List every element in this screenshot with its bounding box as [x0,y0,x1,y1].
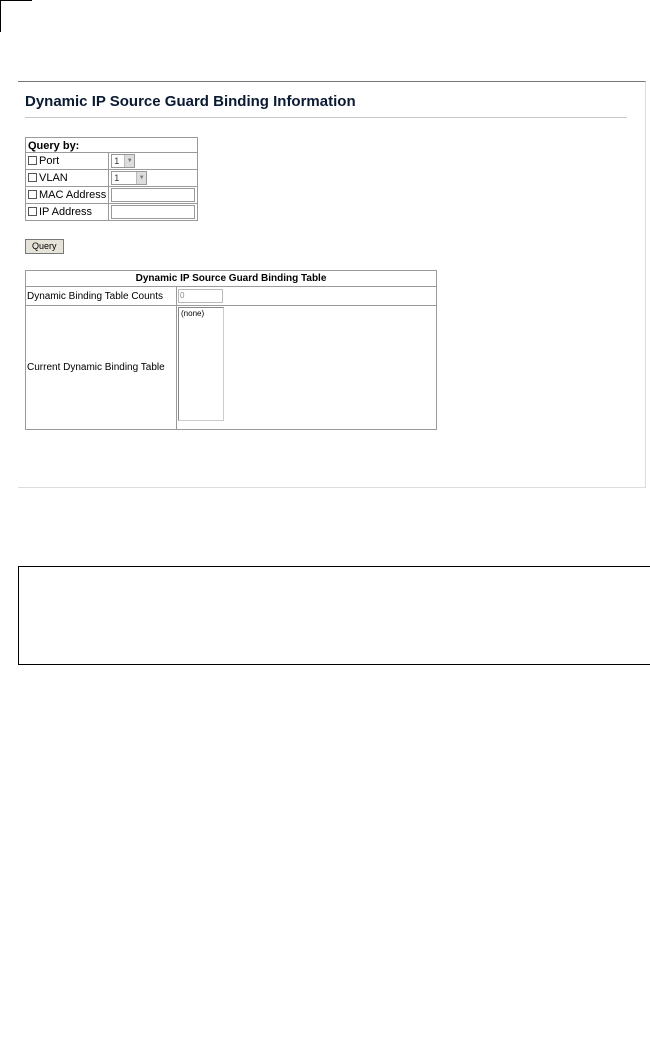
current-binding-label: Current Dynamic Binding Table [26,306,177,430]
query-form [25,137,198,221]
crop-mark-horizontal [0,0,32,1]
chevron-down-icon: ▼ [124,155,134,167]
query-button[interactable]: Query [25,239,64,254]
ip-label: IP Address [39,206,92,218]
vlan-select-value: 1 [114,173,120,183]
mac-checkbox[interactable] [28,190,37,199]
vlan-label: VLAN [39,172,68,184]
port-select[interactable] [111,154,135,168]
port-checkbox[interactable] [28,156,37,165]
query-header: Query by: [26,138,198,153]
binding-table [25,270,437,430]
port-select-value: 1 [114,156,120,166]
binding-counts-row [26,287,437,306]
title-divider [25,117,627,118]
chevron-down-icon: ▼ [136,172,146,184]
binding-counts-label: Dynamic Binding Table Counts [26,287,177,306]
page-title: Dynamic IP Source Guard Binding Information [25,93,356,110]
list-item[interactable]: (none) [181,308,205,318]
mac-address-input[interactable] [111,188,195,202]
binding-counts-field: 0 [178,289,223,303]
query-row-mac [26,187,198,204]
query-row-port [26,153,198,170]
query-row-ip [26,204,198,221]
ip-address-input[interactable] [111,205,195,219]
vlan-checkbox[interactable] [28,173,37,182]
note-box [18,566,650,665]
vlan-select[interactable] [111,171,147,185]
query-row-vlan [26,170,198,187]
port-label: Port [39,155,60,167]
current-binding-listbox[interactable] [178,307,224,421]
ip-checkbox[interactable] [28,207,37,216]
current-binding-row [26,306,437,430]
binding-table-title: Dynamic IP Source Guard Binding Table [26,271,437,287]
mac-label: MAC Address [39,189,107,201]
crop-mark-vertical [0,0,1,32]
screenshot-panel [18,81,646,488]
